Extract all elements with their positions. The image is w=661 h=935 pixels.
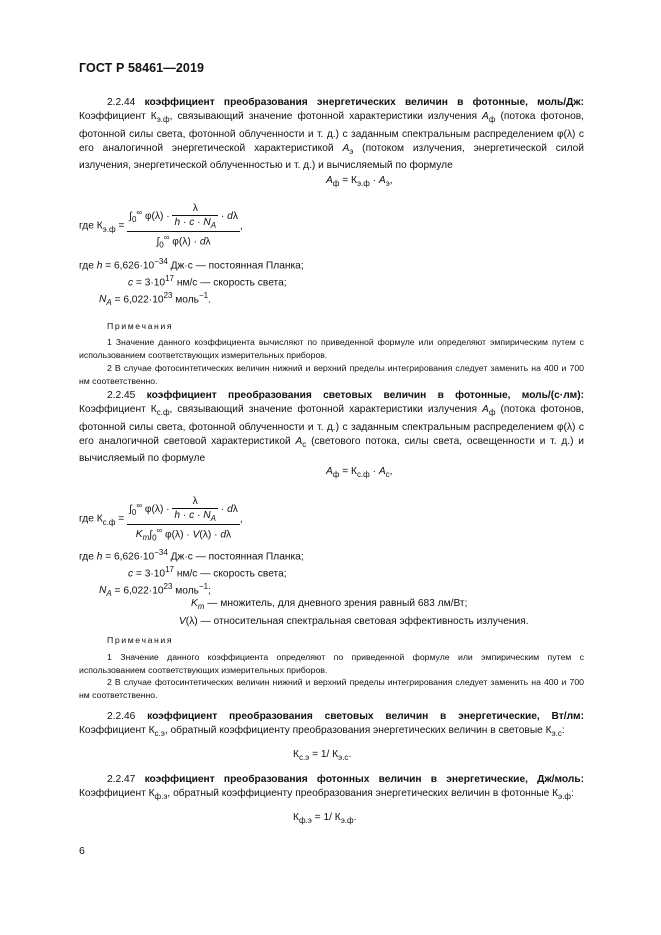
- equation-244: $A_ф = К_{э.ф} \cdot A_э$,: [326, 175, 393, 189]
- clause-number: 2.2.47: [107, 774, 136, 785]
- clause-title: коэффициент преобразования энергетических величин в фотонные, моль/Дж:: [144, 97, 584, 108]
- const-km: $K_m$ — множитель, для дневного зрения равный 683 лм/Вт;: [191, 598, 468, 612]
- doc-header: ГОСТ Р 58461—2019: [79, 61, 205, 75]
- section-2-2-46: 2.2.46 коэффициент преобразования световых величин в энергетические, Вт/лм: Коэффициент $К_{с.э}$, обратный коэффициенту преобразования энергетических величин в световые $К_{э.с}$:: [79, 711, 584, 739]
- note-1-1: 1 Значение данного коэффициента вычисляют по приведенной формуле или определяют эмпирическим путем с использованием соответствующих измерительных приборов.: [79, 337, 584, 360]
- const-c-2: $c = 3\cdot 10^{17}$ нм/с — скорость света;: [128, 565, 287, 580]
- clause-number: 2.2.45: [107, 390, 136, 401]
- clause-title: коэффициент преобразования световых величин в энергетические, Вт/лм:: [147, 711, 584, 722]
- section-2-2-44: 2.2.44 коэффициент преобразования энергетических величин в фотонные, моль/Дж: Коэффициент $К_{э.ф}$, связывающий значение фотонной характеристики излучения $А_ф$ (потока фотонов, фотонной силы света, фотонной облученности и т. д.) с заданным спектральным распределением φ(λ) с его аналогичной энергетической характеристикой $А_э$ (потоком излучения, энергетической силой излучения, энергетической облученностью и т. д.) и вычисляемый по формуле: [79, 97, 584, 172]
- note-1-2: 2 В случае фотосинтетических величин нижний и верхний пределы интегрирования следует заменить на 400 и 700 нм соответственно.: [79, 363, 584, 386]
- const-h-1: где $h = 6,626\cdot 10^{-34}$ Дж·с — постоянная Планка;: [79, 257, 304, 272]
- const-na-1: $N_A = 6,022\cdot 10^{23}$ моль$^{-1}$.: [99, 291, 211, 308]
- clause-title: коэффициент преобразования световых величин в фотонные, моль/(с·лм):: [146, 390, 584, 401]
- notes-label-1: Примечания: [107, 321, 174, 331]
- clause-number: 2.2.44: [107, 97, 136, 108]
- const-c-1: $c = 3\cdot 10^{17}$ нм/с — скорость света;: [128, 274, 287, 289]
- equation-245: $A_ф = К_{с.ф} \cdot A_с$,: [326, 466, 393, 480]
- formula-245: где $К_{с.ф}$ = $\int_0^\infty$ φ(λ) · $\frac{\lambda}{h \cdot c \cdot N_A}$ · dλ $K_m\int_0^\infty$ φ(λ) · V(λ) · dλ ,: [79, 496, 243, 543]
- const-v: V(λ) — относительная спектральная световая эффективность излучения.: [179, 616, 529, 627]
- page-number: 6: [79, 845, 85, 857]
- formula-244: где $К_{э.ф}$ = $\int_0^\infty$ φ(λ) · $\frac{\lambda}{h \cdot c \cdot N_A}$ · dλ $\int_0^\infty$ φ(λ) · dλ ,: [79, 203, 243, 250]
- equation-247: $К_{ф.э} = 1/$ $К_{э.ф}$.: [293, 812, 357, 826]
- clause-number: 2.2.46: [107, 711, 136, 722]
- section-2-2-47: 2.2.47 коэффициент преобразования фотонных величин в энергетические, Дж/моль: Коэффициент $К_{ф.э}$, обратный коэффициенту преобразования энергетических величин в фотонные $К_{э.ф}$:: [79, 774, 584, 802]
- const-na-2: $N_A = 6,022\cdot 10^{23}$ моль$^{-1}$;: [99, 582, 211, 599]
- note-2-2: 2 В случае фотосинтетических величин нижний и верхний пределы интегрирования следует заменить на 400 и 700 нм соответственно.: [79, 677, 584, 700]
- clause-title: коэффициент преобразования фотонных величин в энергетические, Дж/моль:: [144, 774, 584, 785]
- section-2-2-45: 2.2.45 коэффициент преобразования световых величин в фотонные, моль/(с·лм): Коэффициент $К_{с.ф}$, связывающий значение фотонной характеристики излучения $А_ф$ (потока фотонов, фотонной силы света, фотонной облученности и т. д.) с заданным спектральным распределением φ(λ) с его аналогичной световой характеристикой $А_с$ (светового потока, силы света, освещенности и т. д.) и вычисляемый по формуле: [79, 390, 584, 465]
- equation-246: $К_{с.э} = 1/$ $К_{э.с}$.: [293, 749, 352, 763]
- notes-label-2: Примечания: [107, 635, 174, 645]
- const-h-2: где $h = 6,626\cdot 10^{-34}$ Дж·с — постоянная Планка;: [79, 548, 304, 563]
- note-2-1: 1 Значение данного коэффициента определяют по приведенной формуле или эмпирическим путем с использованием соответствующих измерительных приборов.: [79, 652, 584, 675]
